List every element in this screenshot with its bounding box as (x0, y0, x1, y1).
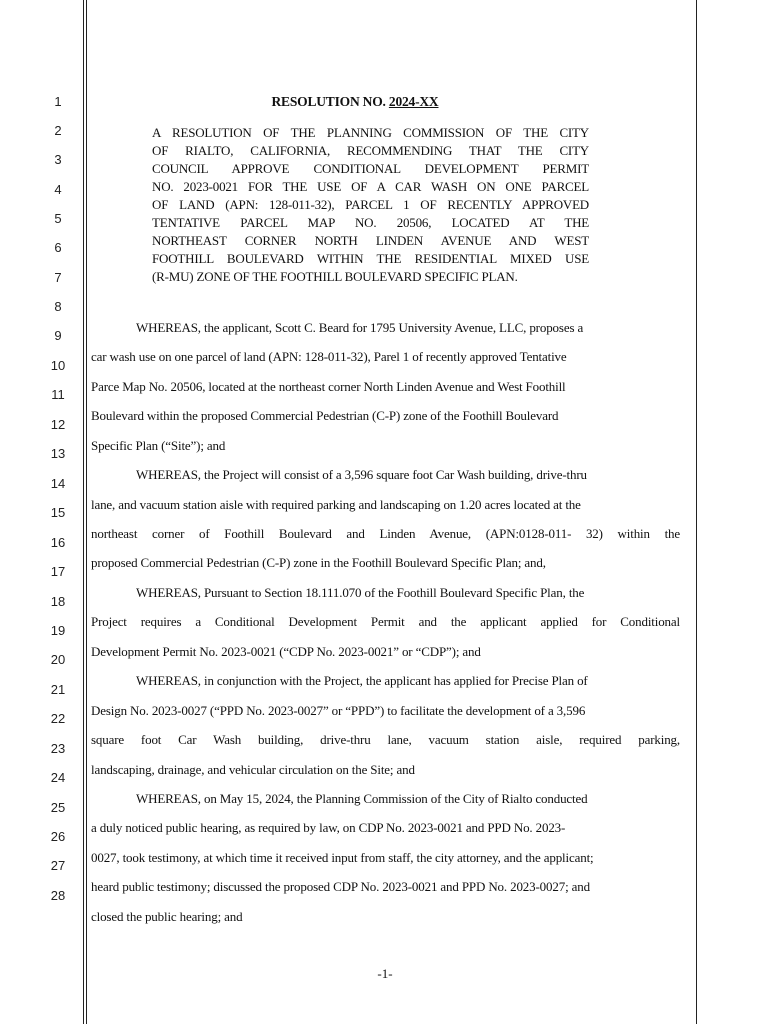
body-line: a duly noticed public hearing, as required by law, on CDP No. 2023-0021 and PPD No. 2023- (91, 820, 566, 835)
line-number: 25 (50, 800, 66, 815)
body-line: proposed Commercial Pedestrian (C-P) zone in the Foothill Boulevard Specific Plan; and, (91, 555, 546, 570)
body-line: northeast corner of Foothill Boulevard and Linden Avenue, (APN:0128-011- 32) within the (91, 526, 680, 541)
line-number: 9 (54, 328, 62, 343)
body-line: WHEREAS, on May 15, 2024, the Planning Commission of the City of Rialto conducted (136, 791, 588, 806)
body-line: Development Permit No. 2023-0021 (“CDP No. 2023-0021” or “CDP”); and (91, 644, 481, 659)
line-number: 12 (50, 417, 66, 432)
left-margin-rule-outer (83, 0, 84, 1024)
line-number: 2 (54, 123, 62, 138)
line-number: 18 (50, 594, 66, 609)
resolution-heading (152, 124, 589, 286)
resolution-title (120, 94, 590, 110)
body-line: Design No. 2023-0027 (“PPD No. 2023-0027” or “PPD”) to facilitate the development of a 3,596 (91, 703, 586, 718)
line-number: 15 (50, 505, 66, 520)
resolution-title-prefix: RESOLUTION NO. (271, 94, 389, 109)
heading-line: A RESOLUTION OF THE PLANNING COMMISSION OF THE CITY (152, 125, 589, 140)
line-number: 10 (50, 358, 66, 373)
body-line: WHEREAS, the applicant, Scott C. Beard for 1795 University Avenue, LLC, proposes a (136, 320, 584, 335)
line-number: 22 (50, 711, 66, 726)
heading-line: OF LAND (APN: 128-011-32), PARCEL 1 OF RECENTLY APPROVED (152, 197, 589, 212)
line-number: 19 (50, 623, 66, 638)
heading-line: OF RIALTO, CALIFORNIA, RECOMMENDING THAT THE CITY (152, 143, 589, 158)
heading-line: TENTATIVE PARCEL MAP NO. 20506, LOCATED AT THE (152, 215, 589, 230)
line-number: 28 (50, 888, 66, 903)
line-number: 13 (50, 446, 66, 461)
body-line: Parce Map No. 20506, located at the northeast corner North Linden Avenue and West Foothill (91, 379, 566, 394)
body-line: Project requires a Conditional Development Permit and the applicant applied for Conditional (91, 614, 680, 629)
body-line: WHEREAS, in conjunction with the Project, the applicant has applied for Precise Plan of (136, 673, 588, 688)
line-number: 3 (54, 152, 62, 167)
line-number: 17 (50, 564, 66, 579)
line-number: 14 (50, 476, 66, 491)
heading-line: NORTHEAST CORNER NORTH LINDEN AVENUE AND WEST (152, 233, 589, 248)
body-line: lane, and vacuum station aisle with required parking and landscaping on 1.20 acres located at the (91, 497, 581, 512)
body-line: car wash use on one parcel of land (APN: 128-011-32), Parel 1 of recently approved Tentative (91, 349, 567, 364)
body-line: landscaping, drainage, and vehicular circulation on the Site; and (91, 762, 415, 777)
body-line: square foot Car Wash building, drive-thru lane, vacuum station aisle, required parking, (91, 732, 680, 747)
left-margin-rule-inner (86, 0, 87, 1024)
page-number: -1- (377, 966, 393, 981)
body-line: Specific Plan (“Site”); and (91, 438, 226, 453)
line-number: 7 (54, 270, 62, 285)
heading-line: NO. 2023-0021 FOR THE USE OF A CAR WASH ON ONE PARCEL (152, 179, 589, 194)
body-line: heard public testimony; discussed the proposed CDP No. 2023-0021 and PPD No. 2023-0027; and (91, 879, 590, 894)
line-number: 20 (50, 652, 66, 667)
body-line: WHEREAS, the Project will consist of a 3,596 square foot Car Wash building, drive-thru (136, 467, 587, 482)
line-number: 26 (50, 829, 66, 844)
line-number: 24 (50, 770, 66, 785)
line-number: 21 (50, 682, 66, 697)
line-number: 1 (54, 94, 62, 109)
line-number: 23 (50, 741, 66, 756)
line-number: 11 (51, 387, 65, 402)
body-line: closed the public hearing; and (91, 909, 243, 924)
heading-line: FOOTHILL BOULEVARD WITHIN THE RESIDENTIAL MIXED USE (152, 251, 589, 266)
line-number: 16 (50, 535, 66, 550)
body-line: WHEREAS, Pursuant to Section 18.111.070 of the Foothill Boulevard Specific Plan, the (136, 585, 585, 600)
body-line: Boulevard within the proposed Commercial Pedestrian (C-P) zone of the Foothill Boulevard (91, 408, 559, 423)
body-line: 0027, took testimony, at which time it received input from staff, the city attorney, and the applicant; (91, 850, 594, 865)
resolution-number: 2024-XX (388, 94, 439, 109)
heading-line: COUNCIL APPROVE CONDITIONAL DEVELOPMENT PERMIT (152, 161, 589, 176)
line-number: 4 (54, 182, 62, 197)
line-number: 8 (54, 299, 62, 314)
line-number: 6 (54, 240, 62, 255)
line-number: 5 (54, 211, 62, 226)
line-number: 27 (50, 858, 66, 873)
heading-line: (R-MU) ZONE OF THE FOOTHILL BOULEVARD SPECIFIC PLAN. (152, 269, 518, 284)
right-margin-rule (696, 0, 697, 1024)
